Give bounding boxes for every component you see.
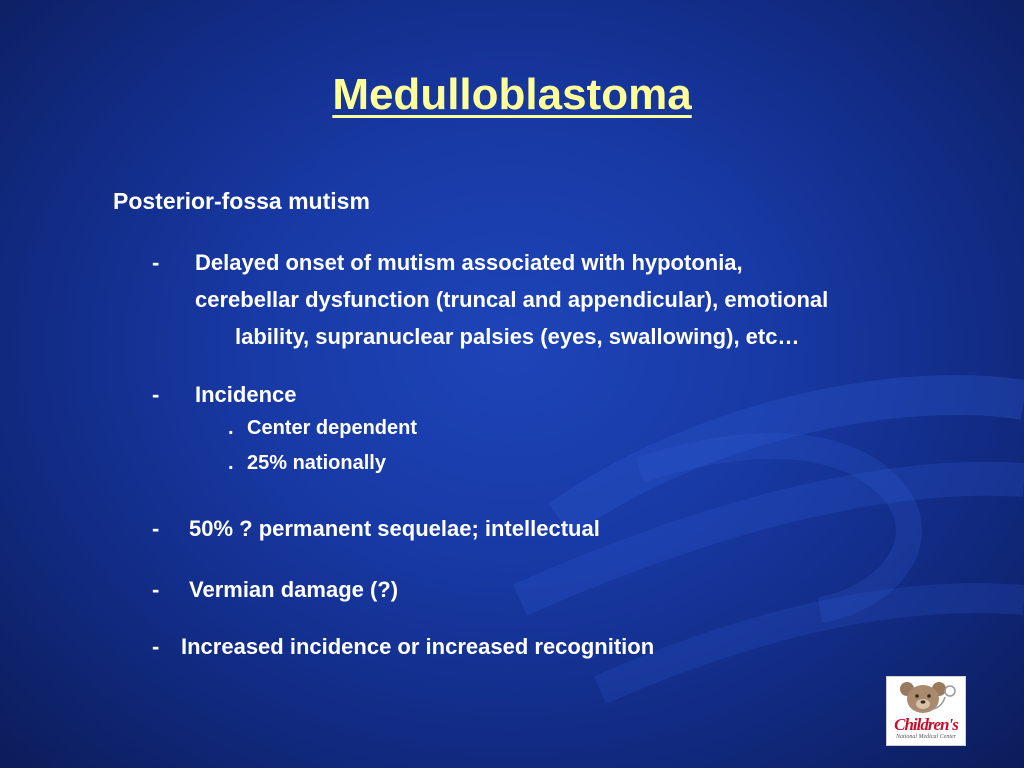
- bullet-text: Vermian damage (?): [189, 577, 399, 602]
- bullet-text: Incidence: [195, 382, 297, 407]
- logo-subtitle: National Medical Center: [896, 734, 956, 740]
- bullet-dash: -: [152, 634, 160, 659]
- bullet-line: Delayed onset of mutism associated with hypotonia,: [195, 250, 743, 275]
- section-heading: Posterior-fossa mutism: [113, 188, 370, 214]
- teddy-bear-icon: [887, 677, 965, 719]
- bullet-text: Increased incidence or increased recognition: [181, 634, 655, 659]
- sub-bullet-text: 25% nationally: [247, 452, 386, 474]
- bullet-text: 50% ? permanent sequelae; intellectual: [189, 516, 600, 541]
- bullet-line: cerebellar dysfunction (truncal and appendicular), emotional: [195, 287, 829, 312]
- bullet-line: lability, supranuclear palsies (eyes, swallowing), etc…: [235, 324, 800, 349]
- sub-bullet-marker: .: [228, 452, 234, 474]
- bullet-dash: -: [152, 382, 160, 407]
- childrens-logo: [886, 676, 966, 746]
- slide-title: Medulloblastoma: [332, 70, 692, 119]
- bullet-dash: -: [152, 577, 160, 602]
- logo-name: Children's: [894, 715, 958, 734]
- sub-bullet-text: Center dependent: [247, 417, 418, 439]
- sub-bullet-marker: .: [228, 417, 234, 439]
- bullet-dash: -: [152, 250, 160, 275]
- bullet-dash: -: [152, 516, 160, 541]
